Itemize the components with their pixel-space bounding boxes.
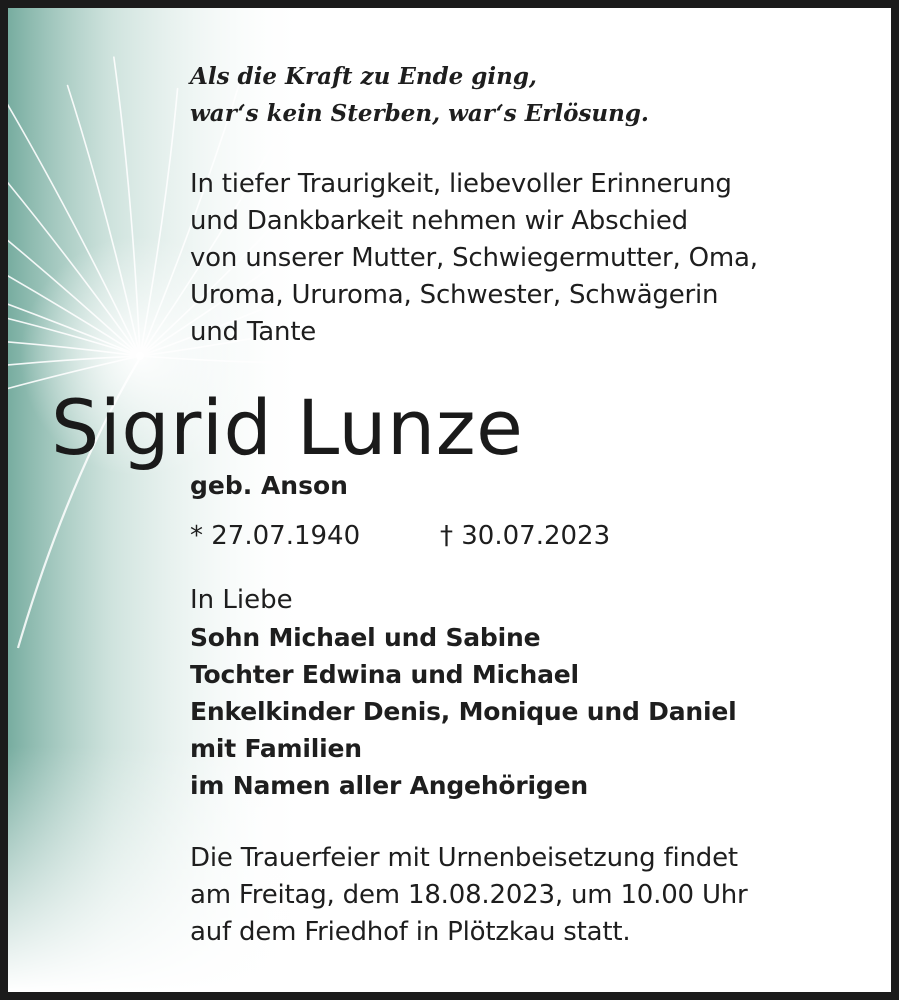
service-line: am Freitag, dem 18.08.2023, um 10.00 Uhr (190, 880, 748, 910)
mourner-line: Sohn Michael und Sabine (190, 623, 541, 652)
intro-line: Uroma, Ururoma, Schwester, Schwägerin (190, 280, 719, 310)
intro-text (190, 166, 758, 351)
mourner-line: Tochter Edwina und Michael (190, 660, 579, 689)
intro-line: von unserer Mutter, Schwiegermutter, Oma, (190, 243, 758, 273)
deceased-name: Sigrid Lunze (51, 383, 524, 472)
funeral-service-info (190, 840, 748, 951)
mourner-line: mit Familien (190, 734, 362, 763)
mourner-line: im Namen aller Angehörigen (190, 771, 588, 800)
maiden-name: geb. Anson (190, 471, 348, 500)
motto (190, 58, 649, 132)
mourner-line: Enkelkinder Denis, Monique und Daniel (190, 697, 737, 726)
intro-line: In tiefer Traurigkeit, liebevoller Erinnerung (190, 169, 732, 199)
intro-line: und Dankbarkeit nehmen wir Abschied (190, 206, 688, 236)
intro-line: und Tante (190, 317, 317, 347)
service-line: auf dem Friedhof in Plötzkau statt. (190, 917, 631, 947)
birth-date: * 27.07.1940 (190, 521, 361, 551)
service-line: Die Trauerfeier mit Urnenbeisetzung findet (190, 843, 738, 873)
mourners-list (190, 619, 736, 804)
in-love-label: In Liebe (190, 585, 293, 615)
obituary-content (8, 8, 891, 992)
motto-line: war‘s kein Sterben, war‘s Erlösung. (190, 100, 649, 127)
motto-line: Als die Kraft zu Ende ging, (190, 63, 537, 90)
death-date: † 30.07.2023 (440, 521, 611, 551)
